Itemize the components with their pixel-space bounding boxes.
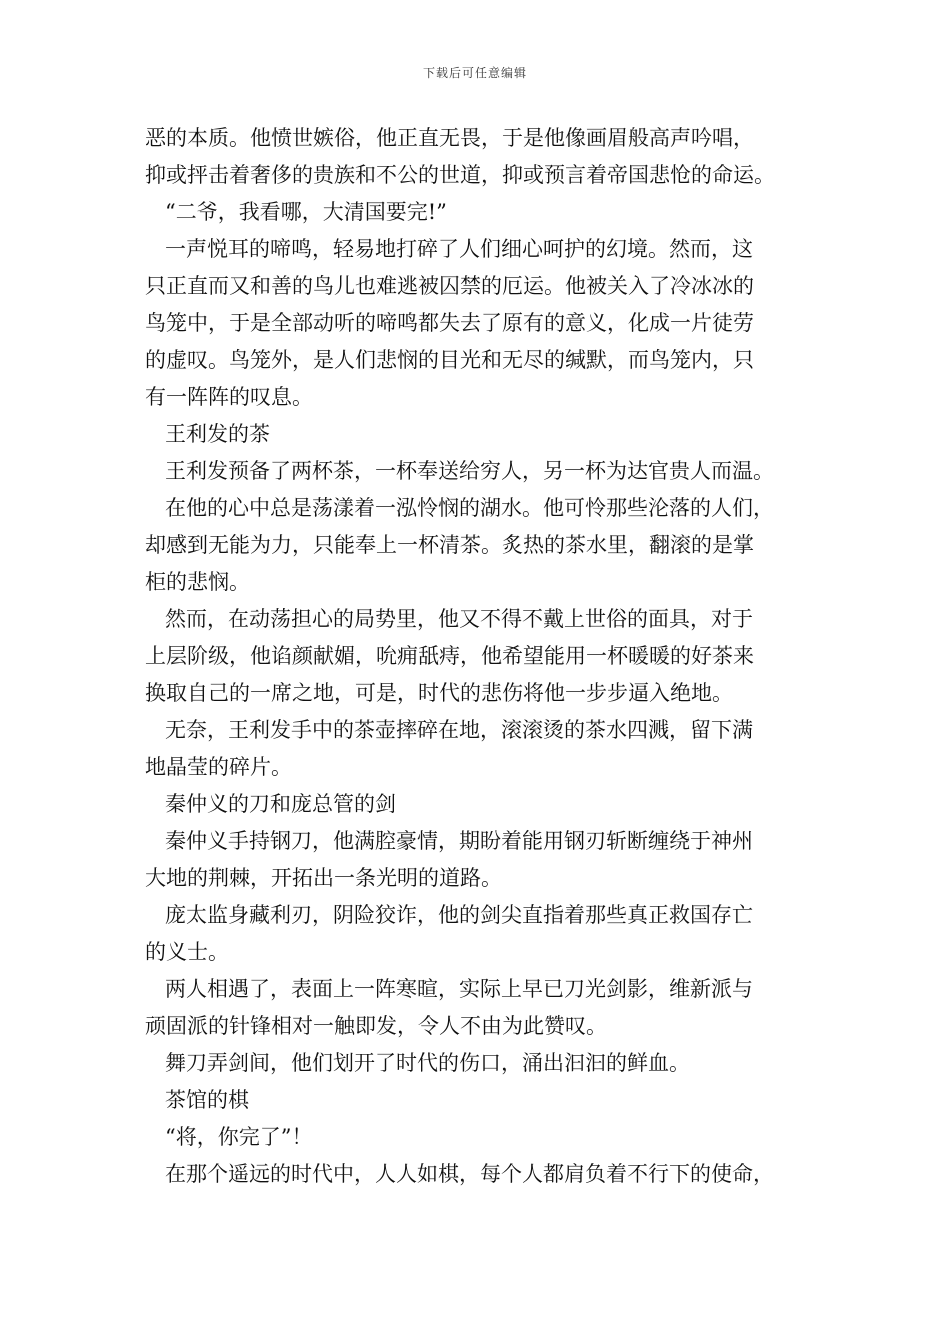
text-line: 然而，在动荡担心的局势里，他又不得不戴上世俗的面具，对于 bbox=[165, 607, 753, 631]
text-line: “二爷，我看哪，大清国要完!” bbox=[165, 200, 447, 224]
text-line: 只正直而又和善的鸟儿也难逃被囚禁的厄运。他被关入了冷冰冰的 bbox=[145, 274, 754, 298]
text-line: 的义士。 bbox=[145, 940, 229, 964]
text-line: 却感到无能为力，只能奉上一杯清茶。炙热的茶水里，翻滚的是掌 bbox=[145, 533, 754, 557]
text-line: 无奈，王利发手中的茶壶摔碎在地，滚滚烫的茶水四溅，留下满 bbox=[165, 718, 753, 742]
text-line: 在那个遥远的时代中，人人如棋，每个人都肩负着不行下的使命， bbox=[165, 1162, 774, 1186]
text-line: 地晶莹的碎片。 bbox=[145, 755, 292, 779]
text-line: 秦仲义的刀和庞总管的剑 bbox=[165, 792, 396, 816]
text-line: 顽固派的针锋相对一触即发，令人不由为此赞叹。 bbox=[145, 1014, 607, 1038]
text-line: “将，你完了”！ bbox=[165, 1125, 313, 1149]
text-line: 在他的心中总是荡漾着一泓怜悯的湖水。他可怜那些沦落的人们， bbox=[165, 496, 774, 520]
text-line: 抑或抨击着奢侈的贵族和不公的世道，抑或预言着帝国悲怆的命运。 bbox=[145, 163, 775, 187]
page-header: 下载后可任意编辑 bbox=[422, 66, 527, 80]
text-line: 上层阶级，他谄颜献媚，吮痈舐痔，他希望能用一杯暖暖的好茶来 bbox=[145, 644, 754, 668]
text-line: 一声悦耳的啼鸣，轻易地打碎了人们细心呵护的幻境。然而，这 bbox=[165, 237, 753, 261]
text-line: 恶的本质。他愤世嫉俗，他正直无畏，于是他像画眉般高声吟唱， bbox=[145, 126, 754, 150]
text-line: 有一阵阵的叹息。 bbox=[145, 385, 313, 409]
text-line: 秦仲义手持钢刀，他满腔豪情，期盼着能用钢刃斩断缠绕于神州 bbox=[165, 829, 753, 853]
text-line: 大地的荆棘，开拓出一条光明的道路。 bbox=[145, 866, 502, 890]
text-line: 的虚叹。鸟笼外，是人们悲悯的目光和无尽的缄默，而鸟笼内，只 bbox=[145, 348, 754, 372]
text-line: 王利发的茶 bbox=[165, 422, 270, 446]
text-line: 两人相遇了，表面上一阵寒暄，实际上早已刀光剑影，维新派与 bbox=[165, 977, 753, 1001]
text-line: 柜的悲悯。 bbox=[145, 570, 250, 594]
text-line: 鸟笼中，于是全部动听的啼鸣都失去了原有的意义，化成一片徒劳 bbox=[145, 311, 754, 335]
text-line: 王利发预备了两杯茶，一杯奉送给穷人，另一杯为达官贵人而温。 bbox=[165, 459, 774, 483]
text-line: 茶馆的棋 bbox=[165, 1088, 249, 1112]
document-body bbox=[145, 120, 825, 1193]
text-line: 庞太监身藏利刃，阴险狡诈，他的剑尖直指着那些真正救国存亡 bbox=[165, 903, 753, 927]
text-line: 换取自己的一席之地，可是，时代的悲伤将他一步步逼入绝地。 bbox=[145, 681, 733, 705]
text-line: 舞刀弄剑间，他们划开了时代的伤口，涌出汩汩的鲜血。 bbox=[165, 1051, 690, 1075]
